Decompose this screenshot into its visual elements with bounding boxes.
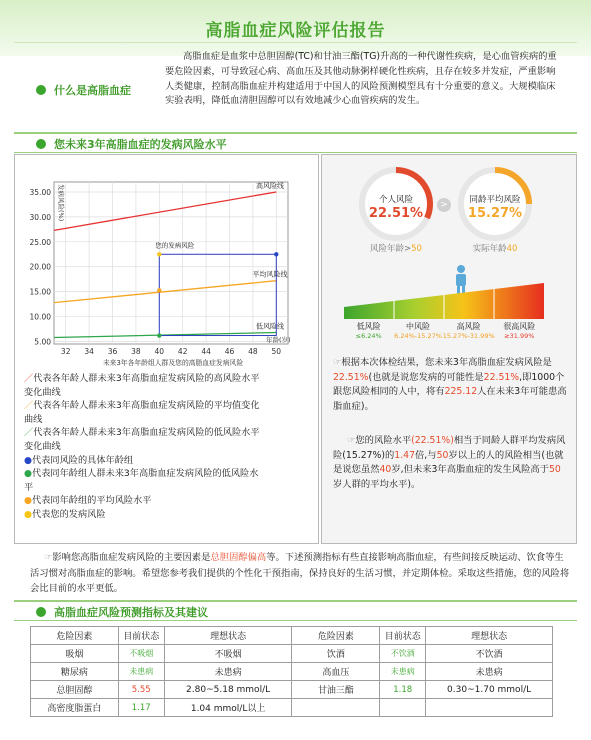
red-line-icon: ／ — [24, 373, 34, 384]
series-label: 高风险线 — [256, 181, 284, 190]
y-tick-label: 20.00 — [29, 262, 51, 272]
legend-item: ●代表您的发病风险 — [24, 508, 106, 520]
bullet-icon — [36, 607, 46, 617]
indicator-grid — [30, 626, 553, 717]
risk-analysis-2: ☞您的风险水平(22.51%)相当于同龄人群平均发病风险(15.27%)的1.47倍,与50岁以上的人的风险相当(也就是说您虽然40岁,但未来3年高脂血症的发生风险高于50岁人群的平均水平)。 — [333, 435, 566, 491]
your-risk-label: 您的发病风险 — [155, 241, 195, 250]
legend-item: ／代表各年龄人群未来3年高脂血症发病风险的低风险水平 — [24, 427, 260, 439]
chart-title: 未来3年各年龄组人群及您的高脂血症发病风险 — [102, 359, 244, 367]
scale-high: 高风险 15.27%-31.99% — [442, 322, 495, 340]
title-divider — [14, 42, 577, 43]
x-axis-label: 年龄(岁) — [266, 336, 291, 344]
your-risk-point — [157, 252, 161, 256]
blue-dot-icon: ● — [24, 454, 33, 466]
legend-item-continued: 变化曲线 — [24, 440, 61, 452]
orange-line-icon: ／ — [24, 400, 34, 412]
legend-item: ●代表同年龄组的平均风险水平 — [24, 495, 152, 507]
green-line-icon: ／ — [24, 427, 34, 439]
pointer-icon: ☞ — [44, 552, 53, 563]
factors-paragraph: ☞影响您高脂血症发病风险的主要因素是总胆固醇偏高等。下述预测指标有些直接影响高脂血症，有些间接反映运动、饮食等生活习惯对高脂血症的影响。希望您参考我们提供的个性化干预指南，保持良好的生活习惯，并定期体检。采取这些措施，您的风险将会比目前的水平更低。 — [30, 552, 570, 594]
x-tick-label: 32 — [60, 347, 71, 356]
legend-item-continued: 平 — [24, 481, 34, 493]
series-label: 平均风险线 — [252, 270, 288, 279]
orange-dot-icon: ● — [24, 495, 33, 507]
personal-risk-label: 个人风险 — [378, 195, 413, 205]
bullet-icon — [36, 85, 46, 95]
scale-low: 低风险 ≤6.24% — [355, 322, 382, 340]
y-axis-label: 发病风险(%) — [57, 184, 65, 222]
personal-risk-value: 22.51% — [368, 206, 424, 221]
scale-mid: 中风险 6.24%-15.27% — [394, 322, 442, 340]
y-tick-label: 5.00 — [34, 337, 51, 347]
section-what — [36, 82, 131, 98]
legend-item-continued: 变化曲线 — [24, 386, 61, 398]
header-cell: 危险因素 — [292, 627, 380, 645]
table-row: 吸烟 不吸烟 不吸烟 饮酒 不饮酒 不饮酒 — [31, 645, 553, 663]
indicator-table — [30, 626, 553, 717]
bullet-icon — [36, 139, 46, 149]
x-tick-label: 48 — [248, 347, 258, 356]
actual-age-text: 实际年龄40 — [472, 244, 518, 254]
risk-chart — [14, 170, 319, 380]
section-risk-title: 您未来3年高脂血症的发病风险水平 — [54, 138, 227, 151]
green-dot-icon: ● — [24, 468, 33, 480]
x-tick-label: 40 — [154, 347, 165, 356]
page-title: 高脂血症风险评估报告 — [205, 21, 386, 41]
legend-item: ／代表各年龄人群未来3年高脂血症发病风险的高风险水平 — [24, 373, 260, 384]
risk-scale-labels — [344, 321, 544, 340]
legend-item-continued: 曲线 — [24, 413, 43, 425]
risk-scale-bar — [344, 283, 544, 319]
peer-risk-value: 15.27% — [467, 206, 523, 221]
section-divider — [14, 600, 577, 602]
legend-item: ／代表各年龄人群未来3年高脂血症发病风险的平均值变化 — [24, 400, 260, 412]
x-tick-label: 34 — [84, 347, 94, 356]
x-tick-label: 50 — [271, 347, 282, 356]
intro-text: 高脂血症是血浆中总胆固醇(TC)和甘油三酯(TG)升高的一种代谢性疾病，是心血管疾病的重要危险因素，可导致冠心病、高血压及其他动脉粥样硬化性疾病，且存在较多并发症，严重影响人类健康，控制高脂血症并构建适用于中国人的风险预测模型具有十分重要的意义。大规模临床实验表明，降低血清胆固醇可以有效地减少心血管疾病的发生。 — [165, 51, 557, 107]
section-divider — [14, 132, 577, 134]
risk-analysis-1: ☞根据本次体检结果，您未来3年高脂血症发病风险是22.51%(也就是说您发病的可能性是22.51%,即1000个跟您风险相同的人中，将有225.12人在未来3年可能患高脂血症)。 — [333, 357, 567, 413]
table-row: 高密度脂蛋白 1.17 1.04 mmol/L以上 — [31, 699, 553, 717]
yellow-dot-icon: ● — [24, 508, 33, 520]
series-label: 低风险线 — [256, 322, 284, 331]
risk-age-text: 风险年龄>50 — [370, 244, 422, 254]
x-tick-label: 42 — [177, 347, 188, 356]
section-risk — [36, 136, 227, 152]
chart-legend — [24, 372, 314, 522]
y-tick-label: 10.00 — [29, 312, 51, 322]
x-tick-label: 44 — [201, 347, 211, 356]
age-group-low-point — [157, 333, 161, 337]
compare-icon: > — [437, 198, 451, 212]
y-tick-label: 30.00 — [29, 212, 51, 222]
pointer-icon: ☞ — [333, 357, 342, 368]
x-tick-label: 36 — [107, 347, 118, 356]
peer-risk-label: 同龄平均风险 — [469, 195, 521, 205]
age-group-high-point — [274, 252, 278, 256]
y-tick-label: 15.00 — [29, 287, 51, 297]
x-tick-label: 38 — [131, 347, 141, 356]
section-table — [36, 604, 208, 620]
header-cell: 危险因素 — [31, 627, 119, 645]
table-header-row — [31, 627, 553, 645]
intro-paragraph — [165, 50, 560, 109]
table-row: 糖尿病 未患病 未患病 高血压 未患病 未患病 — [31, 663, 553, 681]
header-cell: 目前状态 — [118, 627, 164, 645]
header-cell: 目前状态 — [380, 627, 426, 645]
section-what-title: 什么是高脂血症 — [54, 84, 131, 97]
pointer-icon: ☞ — [347, 435, 356, 446]
scale-very-high: 很高风险 ≥31.99% — [503, 322, 536, 340]
age-group-avg-point — [157, 288, 161, 292]
header-cell: 理想状态 — [426, 627, 553, 645]
y-tick-label: 25.00 — [29, 237, 51, 247]
x-tick-label: 46 — [224, 347, 235, 356]
header-cell: 理想状态 — [164, 627, 292, 645]
section-table-title: 高脂血症风险预测指标及其建议 — [54, 606, 208, 619]
legend-item: ●代表同年龄组人群未来3年高脂血症发病风险的低风险水 — [24, 468, 259, 480]
legend-item: ●代表同风险的具体年龄组 — [24, 454, 134, 466]
section-divider — [14, 620, 577, 621]
table-row: 总胆固醇 5.55 2.80~5.18 mmol/L 甘油三酯 1.18 0.30~1.70 mmol/L — [31, 681, 553, 699]
y-tick-label: 35.00 — [29, 187, 51, 197]
section-divider — [14, 152, 577, 153]
